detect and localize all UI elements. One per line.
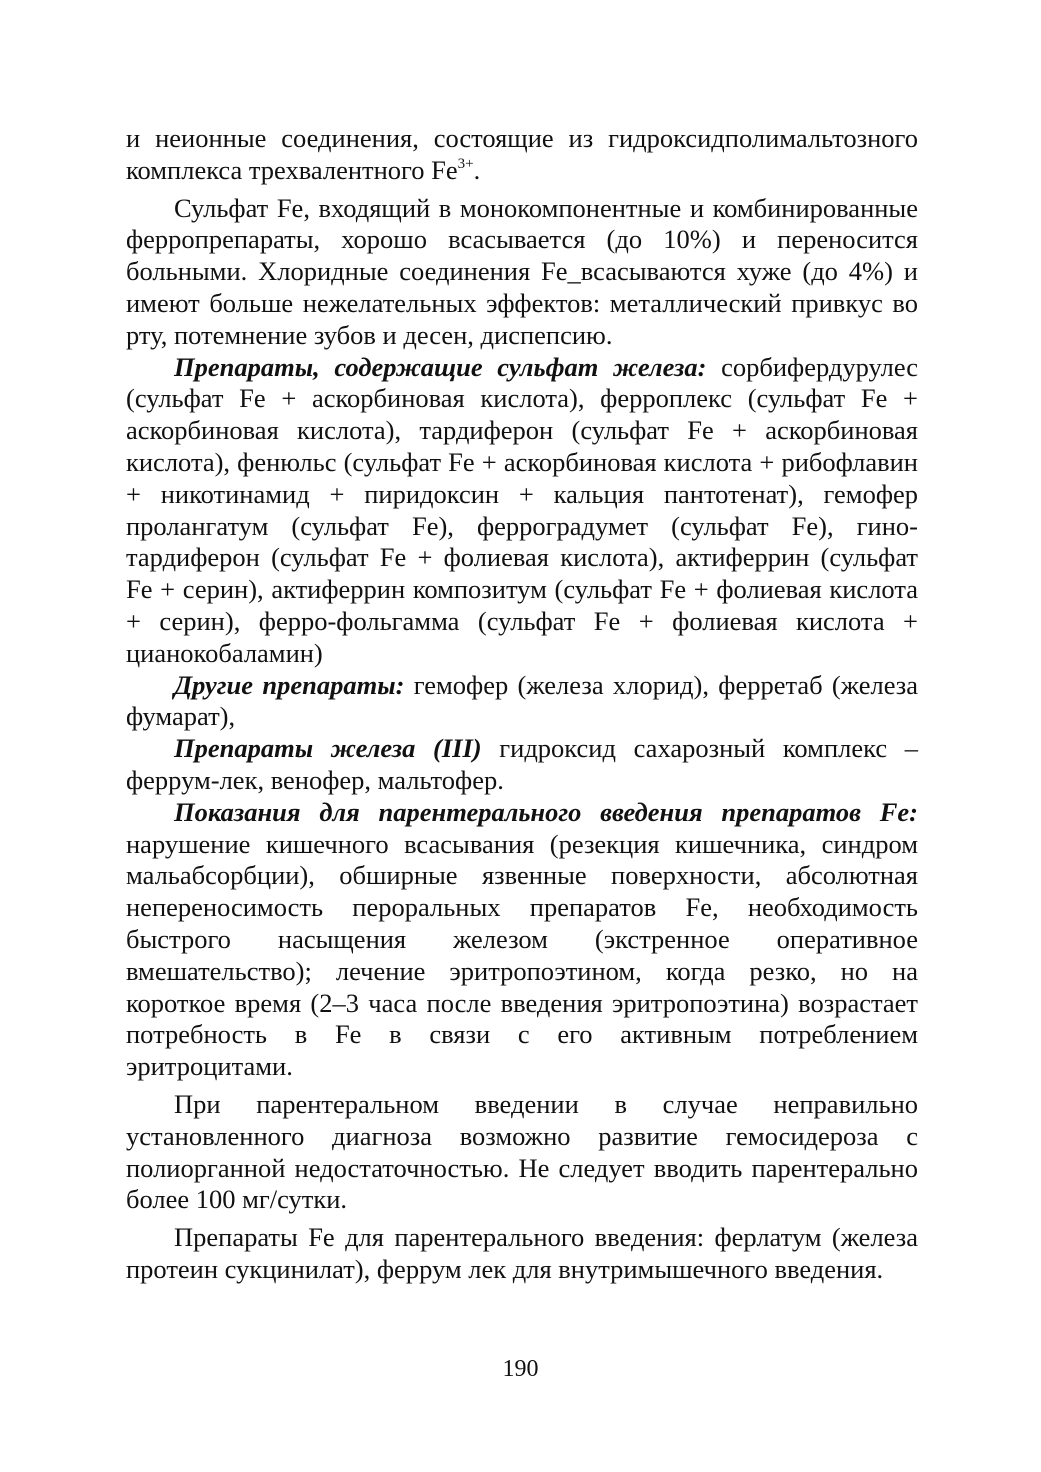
paragraph-text: гемофер (железа хлорид), ферретаб (железа фумарат), [126, 669, 919, 732]
paragraph-text: Препараты Fe для парентерального введения: ферлатум (железа протеин сукцинилат), феррум лек для внутримышечного введения. [126, 1222, 918, 1284]
paragraph-text: и неионные соединения, состоящие из гидроксидполимальтозного комплекса трехвалентного Fe [126, 123, 918, 185]
paragraph-text: При парентеральном введении в случае неправильно установленного диагноза возможно развитие гемосидероза с полиорганной недостаточностью. Не следует вводить парентерально более 100 мг/сутки. [126, 1088, 918, 1215]
paragraph-text: нарушение кишечного всасывания (резекция кишечника, синдром мальабсорбции), обширные язвенные поверхности, абсолютная непереносимость пероральных препаратов Fe, необходимость быстрого насыщения железом (экстренное оперативное вмешательство); лечение эритропоэтином, когда резко, но на короткое время (2–3 часа после введения эритропоэтина) возрастает потребность в Fe в связи с его активным потреблением эритроцитами. [126, 828, 918, 1082]
paragraph-other-preparations [126, 670, 918, 734]
paragraph-parenteral-risks [126, 1089, 918, 1216]
paragraph-continuation [126, 123, 918, 187]
paragraph-iron-iii-preparations [126, 733, 918, 797]
paragraph-tail: . [473, 154, 481, 185]
paragraph-text: Сульфат Fe, входящий в монокомпонентные и комбинированные ферропрепараты, хорошо всасывается (до 10%) и переносится больными. Хлоридные соединения Fe_всасываются хуже (до 4%) и имеют больше нежелательных эффектов: металлический привкус во рту, потемнение зубов и десен, диспепсию. [126, 192, 918, 350]
page-body [126, 123, 918, 1286]
superscript-charge: 3+ [457, 155, 474, 172]
paragraph-sulfate-absorption [126, 193, 918, 352]
paragraph-text: гидроксид сахарозный комплекс – феррум-лек, венофер, мальтофер. [126, 733, 918, 795]
paragraph-parenteral-preparations [126, 1222, 918, 1286]
paragraph-heading: Показания для парентерального введения препаратов Fe: [174, 796, 918, 827]
page-number: 190 [502, 1356, 539, 1382]
paragraph-heading: Препараты железа (III) [174, 733, 482, 764]
paragraph-sulfate-preparations [126, 352, 918, 670]
paragraph-heading: Препараты, содержащие сульфат железа: [174, 351, 707, 382]
paragraph-text: сорбифердурулес (сульфат Fe + аскорбиновая кислота), ферроплекс (сульфат Fe + аскорбиновая кислота), тардиферон (сульфат Fe + аскорбиновая кислота), фенюльс (сульфат Fe + аскорбиновая кислота + рибофлавин + никотинамид + пиридоксин + кальция пантотенат), гемофер пролангатум (сульфат Fe), ферроградумет (сульфат Fe), гино-тардиферон (сульфат Fe + фолиевая кислота), актиферрин (сульфат Fe + серин), актиферрин композитум (сульфат Fe + фолиевая кислота + серин), ферро-фольгамма (сульфат Fe + фолиевая кислота + цианокобаламин) [126, 351, 918, 668]
paragraph-heading: Другие препараты: [174, 669, 405, 700]
paragraph-parenteral-indications [126, 797, 918, 1083]
